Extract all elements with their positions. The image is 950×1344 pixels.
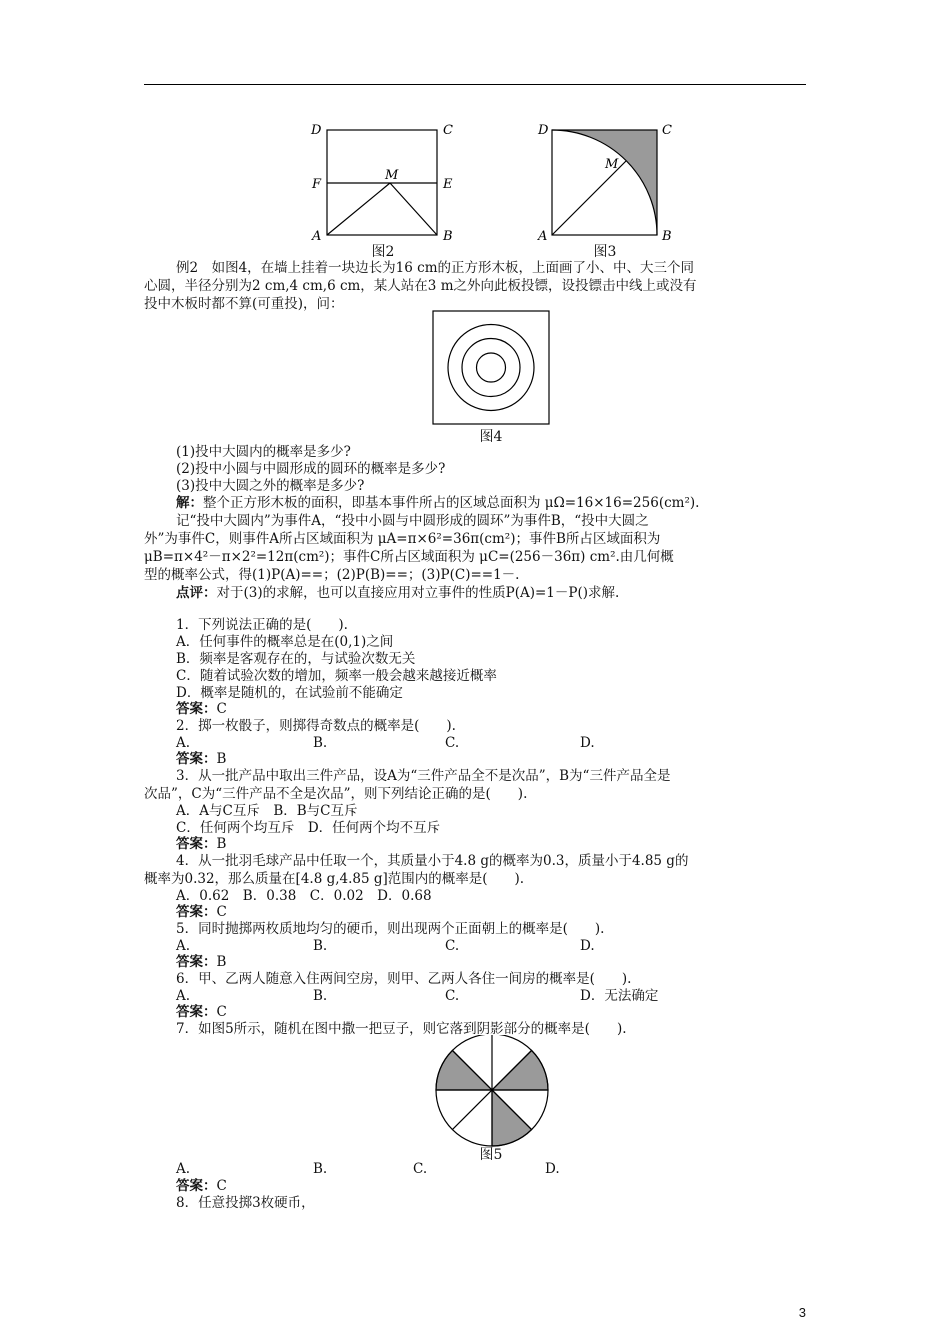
figure-2-square-diagram — [305, 120, 460, 245]
q6-option-b: B. — [313, 988, 328, 1004]
example2-intro-line-1: 例2 如图4，在墙上挂着一块边长为16 cm的正方形木板，上面画了小、中、大三个同 — [176, 260, 695, 276]
q6-answer — [176, 1004, 227, 1020]
fig2-label-m: M — [385, 168, 399, 183]
q6-option-d: D．无法确定 — [580, 988, 659, 1004]
q2-answer-label: 答案： — [176, 751, 217, 767]
q1-stem: 1．下列说法正确的是( ). — [176, 617, 348, 633]
q4-options: A．0.62 B．0.38 C．0.02 D．0.68 — [176, 888, 432, 904]
q1-option-c: C．随着试验次数的增加，频率一般会越来越接近概率 — [176, 668, 497, 684]
q7-option-a: A. — [176, 1161, 191, 1177]
q7-answer-label: 答案： — [176, 1178, 217, 1194]
q3-option-line-1: A．A与C互斥 B．B与C互斥 — [176, 803, 358, 819]
page-number: 3 — [798, 1305, 806, 1320]
q2-option-d: D. — [580, 735, 595, 751]
q7-option-d: D. — [545, 1161, 560, 1177]
fig2-label-a: A — [312, 229, 322, 244]
q5-option-d: D. — [580, 938, 595, 954]
q2-option-b: B. — [313, 735, 328, 751]
question-3: (3)投中大圆之外的概率是多少? — [176, 478, 365, 494]
solution-line-2: 记“投中大圆内”为事件A，“投中小圆与中圆形成的圆环”为事件B，“投中大圆之 — [176, 513, 649, 529]
solution-line-1 — [176, 495, 699, 511]
fig2-label-b: B — [443, 229, 453, 244]
fig3-label-m: M — [605, 157, 619, 172]
q2-answer — [176, 751, 226, 767]
fig3-label-b: B — [662, 229, 672, 244]
solution-line-5: 型的概率公式，得(1)P(A)==；(2)P(B)==；(3)P(C)==1－. — [144, 567, 520, 583]
question-2: (2)投中小圆与中圆形成的圆环的概率是多少? — [176, 461, 446, 477]
q8-stem: 8．任意投掷3枚硬币， — [176, 1195, 315, 1211]
figure-5-caption: 图5 — [479, 1147, 503, 1163]
solution-line-4: μB=π×4²－π×2²=12π(cm²)；事件C所占区域面积为 μC=(256－36π) cm².由几何概 — [144, 549, 674, 565]
q5-option-a: A. — [176, 938, 191, 954]
fig2-label-f: F — [312, 177, 322, 192]
q3-answer-value: B — [216, 836, 227, 852]
q7-answer — [176, 1178, 227, 1194]
q4-answer-label: 答案： — [176, 904, 217, 920]
q1-option-a: A．任何事件的概率总是在(0,1)之间 — [176, 634, 394, 650]
figure-5-pie-circle — [432, 1035, 552, 1147]
example2-intro-line-2: 心圆，半径分别为2 cm,4 cm,6 cm，某人站在3 m之外向此板投镖，设投镖击中线上或没有 — [144, 278, 697, 294]
q5-stem: 5．同时抛掷两枚质地均匀的硬币，则出现两个正面朝上的概率是( ). — [176, 921, 605, 937]
example2-intro-line-3: 投中木板时都不算(可重投)，问： — [144, 296, 344, 312]
q5-answer — [176, 954, 226, 970]
fig2-label-c: C — [443, 123, 453, 138]
question-1: (1)投中大圆内的概率是多少? — [176, 444, 351, 460]
q5-option-b: B. — [313, 938, 328, 954]
q4-stem-line-1: 4．从一批羽毛球产品中任取一个，其质量小于4.8 g的概率为0.3，质量小于4.85 g的 — [176, 853, 689, 869]
q5-answer-value: B — [216, 954, 227, 970]
q2-stem: 2．掷一枚骰子，则掷得奇数点的概率是( ). — [176, 718, 456, 734]
q6-answer-value: C — [216, 1004, 227, 1020]
q1-option-b: B．频率是客观存在的，与试验次数无关 — [176, 651, 416, 667]
solution-label: 解： — [176, 495, 203, 511]
q3-answer-label: 答案： — [176, 836, 217, 852]
figure-3-caption: 图3 — [593, 244, 617, 260]
q5-option-c: C. — [445, 938, 460, 954]
q3-answer — [176, 836, 226, 852]
fig3-label-d: D — [538, 123, 549, 138]
comment-label: 点评： — [176, 585, 217, 601]
q4-stem-line-2: 概率为0.32，那么质量在[4.8 g,4.85 g]范围内的概率是( ). — [144, 871, 525, 887]
q1-option-d: D．概率是随机的，在试验前不能确定 — [176, 685, 403, 701]
figure-3-quarter-circle-diagram — [535, 120, 690, 245]
fig2-label-e: E — [443, 177, 453, 192]
fig2-label-d: D — [311, 123, 322, 138]
solution-line-3: 外”为事件C，则事件A所占区域面积为 μA=π×6²=36π(cm²)；事件B所占区域面积为 — [144, 531, 661, 547]
comment-line — [176, 585, 619, 601]
figure-2-caption: 图2 — [371, 244, 395, 260]
q7-option-b: B. — [313, 1161, 328, 1177]
q2-answer-value: B — [216, 751, 227, 767]
q4-answer-value: C — [216, 904, 227, 920]
q6-option-c: C. — [445, 988, 460, 1004]
q1-answer — [176, 701, 227, 717]
header-rule — [144, 84, 806, 85]
q5-answer-label: 答案： — [176, 954, 217, 970]
q2-option-c: C. — [445, 735, 460, 751]
fig3-label-a: A — [538, 229, 548, 244]
q7-stem: 7．如图5所示，随机在图中撒一把豆子，则它落到阴影部分的概率是( ). — [176, 1021, 627, 1037]
fig3-label-c: C — [662, 123, 672, 138]
q1-answer-value: C — [216, 701, 227, 717]
q6-option-a: A. — [176, 988, 191, 1004]
q7-answer-value: C — [216, 1178, 227, 1194]
figure-4-concentric-circles — [432, 310, 552, 426]
q3-stem-line-1: 3．从一批产品中取出三件产品，设A为“三件产品全不是次品”，B为“三件产品全是 — [176, 768, 671, 784]
q3-option-line-2: C．任何两个均互斥 D．任何两个均不互斥 — [176, 820, 441, 836]
figure-4-caption: 图4 — [479, 429, 503, 445]
q4-answer — [176, 904, 227, 920]
q1-answer-label: 答案： — [176, 701, 217, 717]
q2-option-a: A. — [176, 735, 191, 751]
solution-text-1: 整个正方形木板的面积，即基本事件所占的区域总面积为 μΩ=16×16=256(cm²). — [203, 495, 700, 511]
q6-stem: 6．甲、乙两人随意入住两间空房，则甲、乙两人各住一间房的概率是( ). — [176, 971, 632, 987]
q3-stem-line-2: 次品”，C为“三件产品不全是次品”，则下列结论正确的是( ). — [144, 786, 528, 802]
q7-option-c: C. — [413, 1161, 428, 1177]
comment-text: 对于(3)的求解，也可以直接应用对立事件的性质P(A)=1－P()求解. — [216, 585, 620, 601]
q6-answer-label: 答案： — [176, 1004, 217, 1020]
